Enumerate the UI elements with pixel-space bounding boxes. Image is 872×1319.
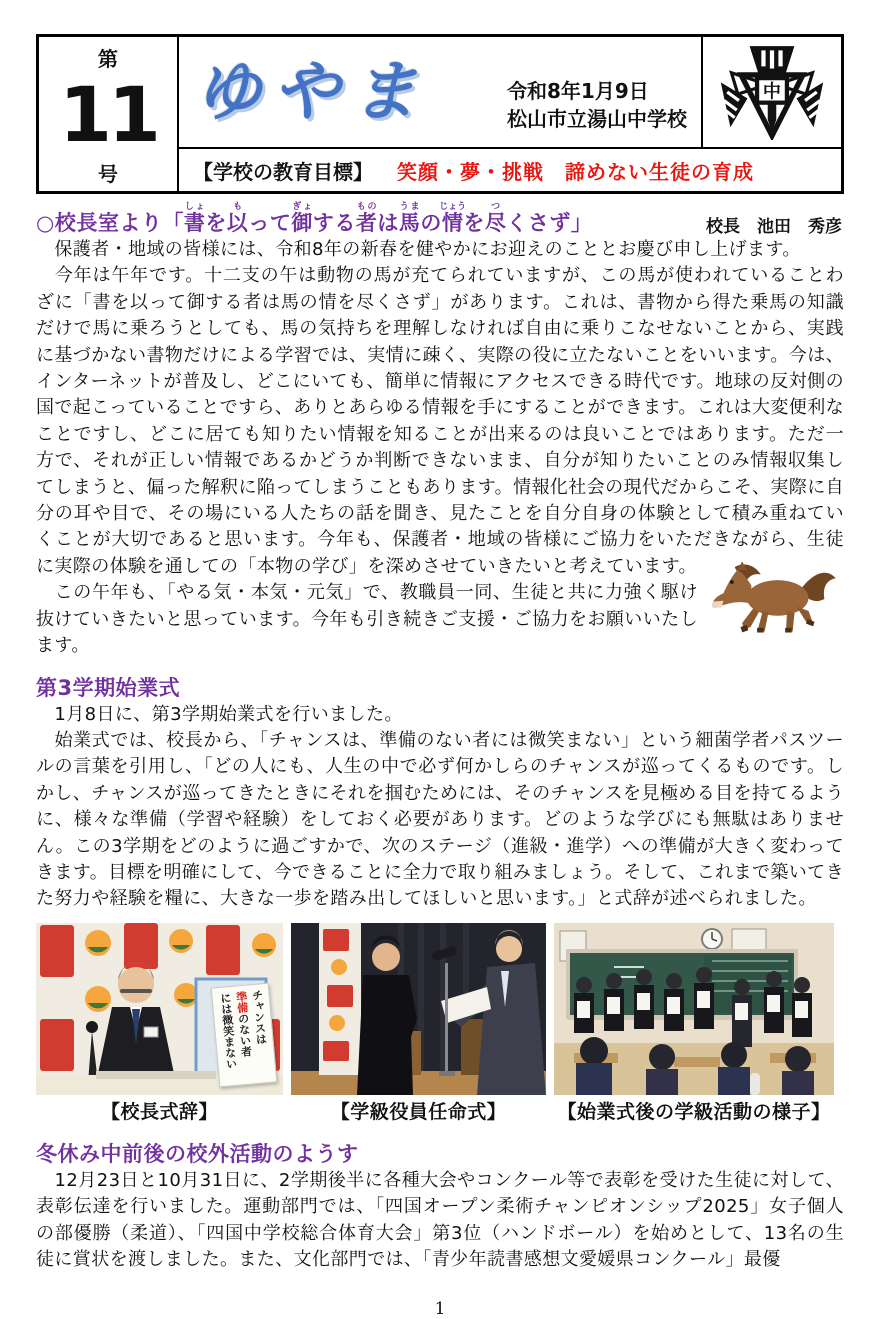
photo-caption-officer-appointment: 【学級役員任命式】 [330, 1100, 507, 1123]
masthead [36, 34, 844, 194]
horse-illustration [702, 554, 844, 640]
photo-principal-address [36, 923, 283, 1095]
issue-prefix: 第 [98, 47, 118, 71]
page-number: 1 [434, 1299, 446, 1319]
section1-paragraph-1: 保護者・地域の皆様には、令和8年の新春を健やかにお迎えのこととお慶び申し上げます。 [36, 239, 801, 260]
photo-classroom-activity [554, 923, 834, 1095]
section1-paragraph-2: 今年は午年です。十二支の午は動物の馬が充てられていますが、この馬が使われていることわざに「書を以って御する者は馬の情を尽くさず」があります。これは、書物から得た乗馬の知識だけで馬に乗ろうとしても、馬の気持ちを理解しなければ自由に乗りこなせないことから、実践に基づかない書物だけによる学習では、実情に疎く、実際の役に立たないことをいいます。今は、インターネットが普及し、どこにいても、簡単に情報にアクセスできる時代です。地球の反対側の国で起こっていることですら、ありとあらゆる情報を手にすることができます。これは大変便利なことですし、どこに居ても知りたい情報を知ることが出来るのは良いことではあります。ただ一方で、それが正しい情報であるかどうか判断できないまま、自分が知りたいことのみ情報収集してしまうと、偏った解釈に陥ってしまうこともあります。情報化社会の現代だからこそ、実際に自分の耳や目で、その場にいる人たちの話を聞き、見たことを自分自身の体験として積み重ねていくことが大切であると思います。今年も、保護者・地域の皆様にご協力をいただきながら、生徒に実際の体験を通しての「本物の学び」を深めさせていきたいと考えています。 [36, 265, 844, 577]
photo-classroom-activity-figure [554, 923, 834, 1124]
issue-number-cell [39, 37, 179, 191]
horse-icon [702, 554, 844, 640]
school-emblem-cell [703, 37, 841, 147]
photo-principal-address-figure [36, 923, 283, 1124]
school-name: 松山市立湯山中学校 [507, 107, 687, 131]
photo-caption-principal-address: 【校長式辞】 [100, 1100, 218, 1123]
issue-date: 令和8年1月9日 [507, 79, 649, 103]
section2-paragraph-2: 始業式では、校長から、「チャンスは、準備のない者には微笑まない」という細菌学者パスツールの言葉を引用し、「どの人にも、人生の中で必ず何かしらのチャンスが巡ってくるものです。しかし、チャンスが巡ってきたときにそれを掴むためには、そのチャンスを見極める目を持てるように、様々な準備（学習や経験）をしておく必要があります。どのような学びにも無駄はありません。この3学期をどのように過ごすかで、次のステージ（進級・進学）への準備が大きく変わってきます。目標を明確にして、今できることに全力で取り組みましょう。そして、これまで築いてきた努力や経験を糧に、大きな一歩を踏み出してほしいと思います。」と式辞が述べられました。 [36, 729, 844, 910]
photo-officer-appointment-figure [291, 923, 546, 1124]
masthead-title-cell [179, 37, 703, 147]
date-school-block [507, 77, 701, 133]
classroom-photo-image [554, 923, 834, 1095]
section3-paragraph-1: 12月23日と10月31日に、2学期後半に各種大会やコンクール等で表彰を受けた生徒に対して、表彰伝達を行いました。運動部門では、「四国オープン柔術チャンピオンシップ2025」女子個人の部優勝（柔道）、「四国中学校総合体育大会」第3位（ハンドボール）を始めとして、13名の生徒に賞状を渡しました。また、文化部門では、「青少年読書感想文愛媛県コンクール」最優 [36, 1169, 844, 1270]
section1-heading: ○校長室より「書しょを以もって御ぎょする者ものは馬うまの情じょうを尽つくさず」 [36, 202, 593, 235]
section3-heading: 冬休み中前後の校外活動のようす [36, 1141, 359, 1166]
sign-col2-rest: のない者 [236, 1012, 253, 1058]
officer-appointment-photo-image [291, 923, 546, 1095]
sign-col2-em: 準備 [234, 990, 250, 1014]
photo-officer-appointment [291, 923, 546, 1095]
sign-col1: チャンスは [250, 988, 268, 1045]
newsletter-title: ゆやま [195, 53, 429, 130]
education-goal-row [179, 147, 841, 191]
chance-sign [211, 982, 277, 1087]
section2-heading: 第3学期始業式 [36, 675, 181, 700]
svg-text:中: 中 [762, 81, 782, 103]
section1-heading-row [36, 202, 844, 237]
education-goal-label: 【学校の教育目標】 [193, 159, 373, 184]
section2-paragraph-1: 1月8日に、第3学期始業式を行いました。 [36, 703, 403, 725]
school-emblem-icon [718, 44, 826, 140]
education-goal-text: 笑顔・夢・挑戦 諦めない生徒の育成 [397, 159, 754, 184]
issue-number: 11 [59, 69, 157, 159]
section1-paragraph-3: この午年も、「やる気・本気・元気」で、教職員一同、生徒と共に力強く駆け抜けていきたいと思っています。今年も引き続きご支援・ご協力をお願いいたします。 [36, 582, 698, 657]
issue-suffix: 号 [98, 162, 118, 186]
sign-col3: には微笑まない [218, 991, 239, 1070]
photo-caption-classroom-activity: 【始業式後の学級活動の様子】 [557, 1100, 831, 1123]
principal-name: 校長 池田 秀彦 [706, 217, 842, 237]
photo-row [36, 923, 844, 1124]
